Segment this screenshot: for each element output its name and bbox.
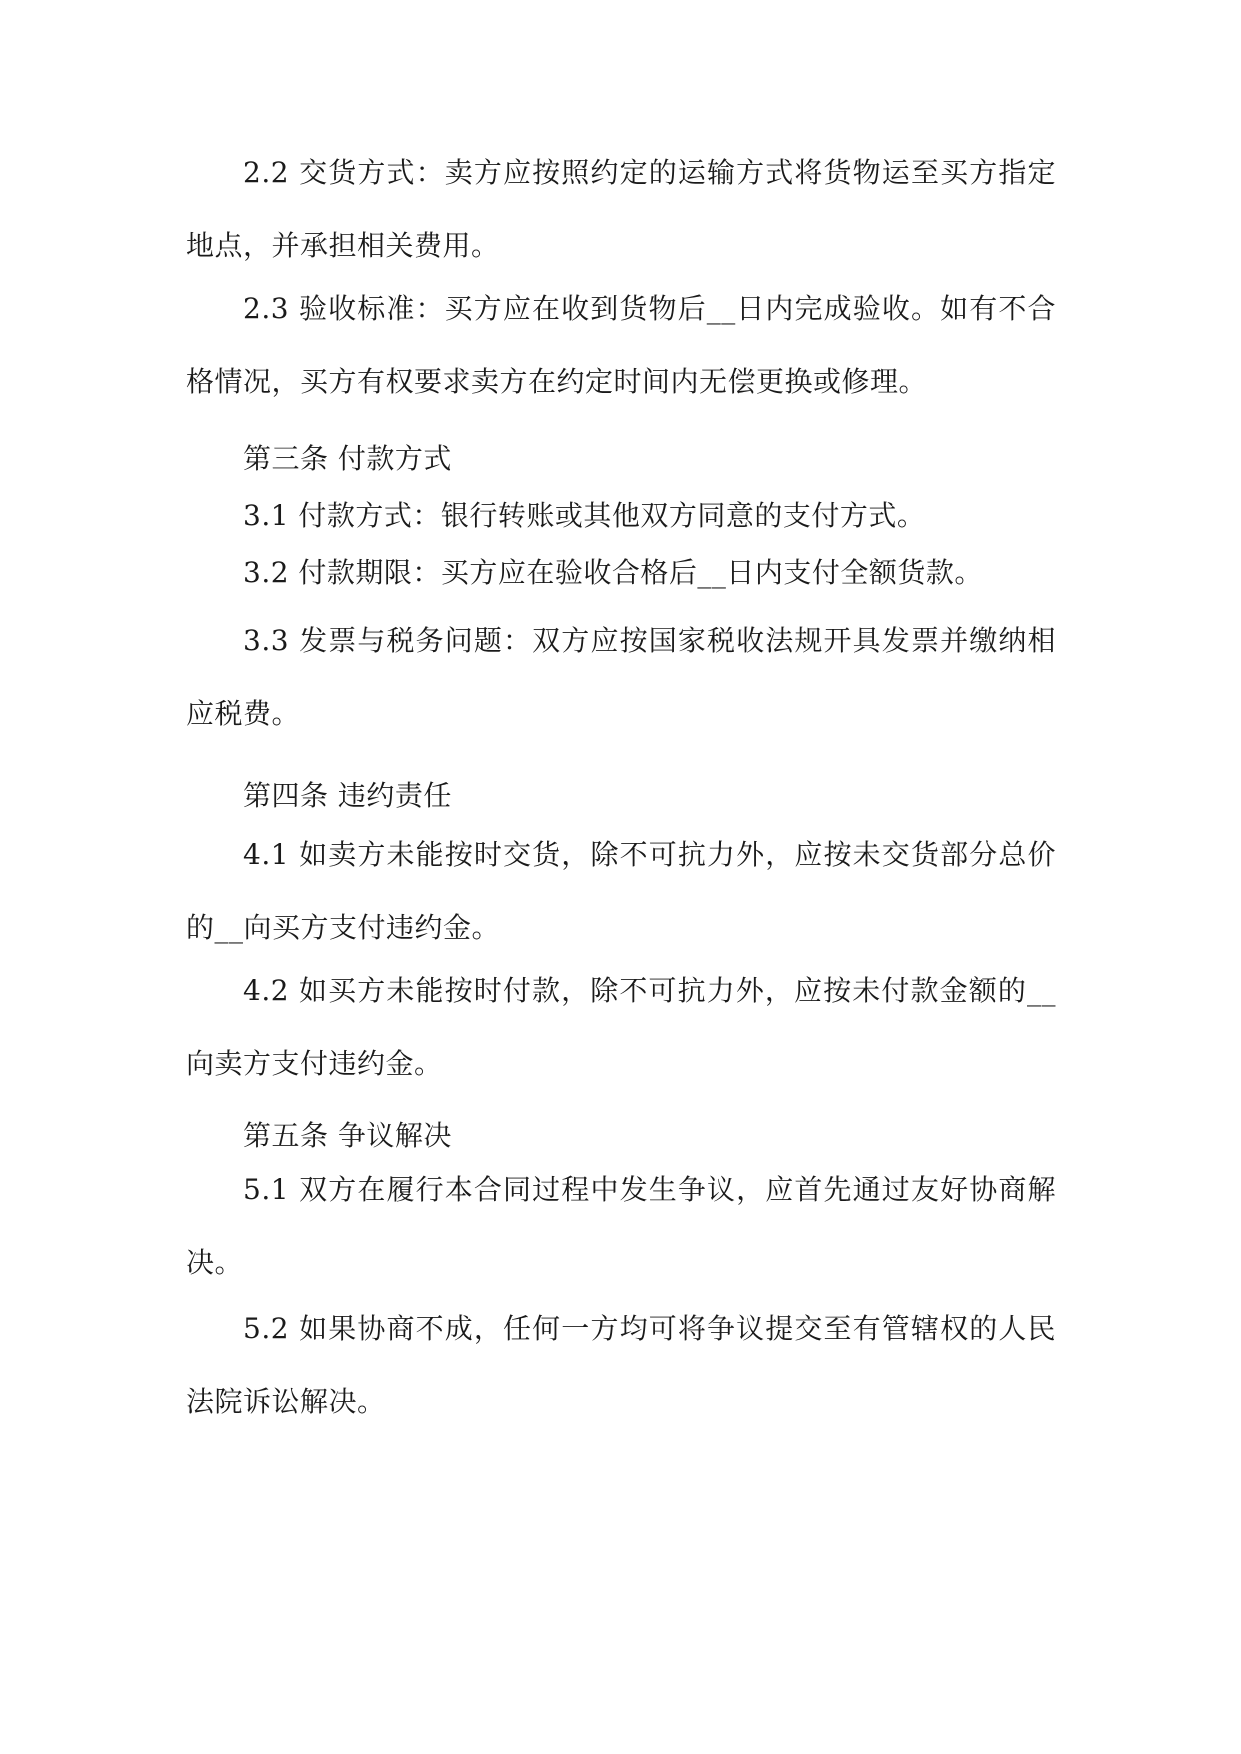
- clause-3-2: 3.2 付款期限：买方应在验收合格后__日内支付全额货款。: [243, 556, 983, 589]
- clause-5-1: 5.1 双方在履行本合同过程中发生争议，应首先通过友好协商解决。: [186, 1173, 1056, 1279]
- article-4-heading: 第四条 违约责任: [243, 779, 452, 812]
- clause-4-1: 4.1 如卖方未能按时交货，除不可抗力外，应按未交货部分总价的__向买方支付违约金。: [186, 838, 1056, 944]
- article-3-heading: 第三条 付款方式: [243, 442, 452, 475]
- clause-4-2: 4.2 如买方未能按时付款，除不可抗力外，应按未付款金额的__向卖方支付违约金。: [186, 974, 1056, 1080]
- article-5-heading: 第五条 争议解决: [243, 1119, 452, 1152]
- clause-2-3: 2.3 验收标准：买方应在收到货物后__日内完成验收。如有不合格情况，买方有权要求卖方在约定时间内无偿更换或修理。: [186, 292, 1056, 398]
- clause-3-3: 3.3 发票与税务问题：双方应按国家税收法规开具发票并缴纳相应税费。: [186, 624, 1056, 730]
- clause-5-2: 5.2 如果协商不成，任何一方均可将争议提交至有管辖权的人民法院诉讼解决。: [186, 1312, 1056, 1418]
- clause-2-2: 2.2 交货方式：卖方应按照约定的运输方式将货物运至买方指定地点，并承担相关费用。: [186, 156, 1056, 262]
- clause-3-1: 3.1 付款方式：银行转账或其他双方同意的支付方式。: [243, 499, 926, 532]
